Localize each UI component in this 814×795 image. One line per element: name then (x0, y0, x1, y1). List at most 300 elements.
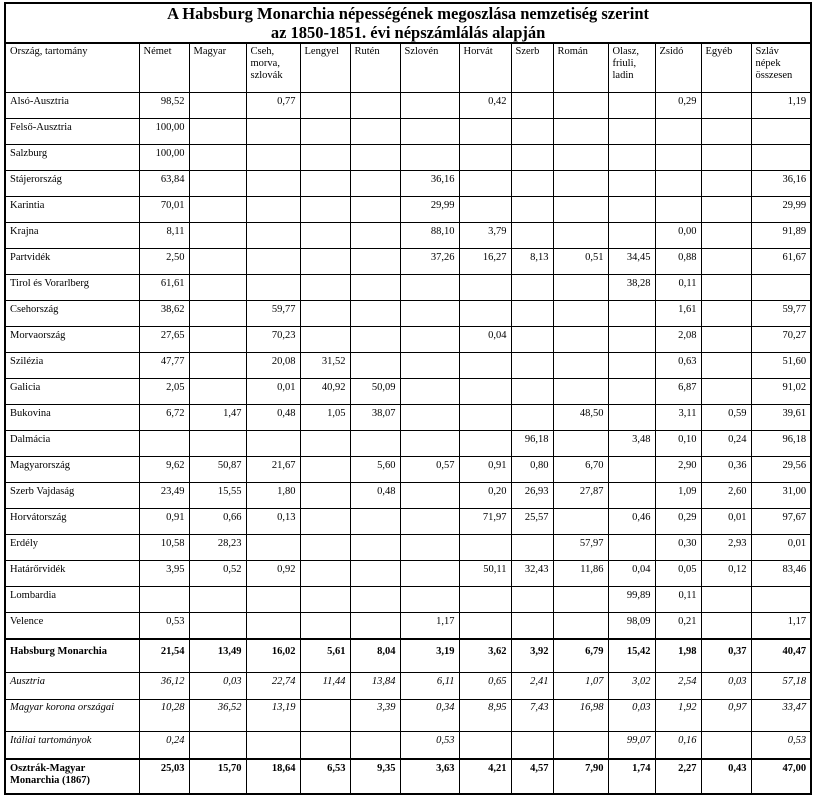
table-cell (751, 275, 811, 301)
table-cell (701, 301, 751, 327)
table-cell (246, 535, 300, 561)
table-cell (751, 119, 811, 145)
table-cell: 2,60 (701, 483, 751, 509)
table-cell: 91,02 (751, 379, 811, 405)
title-line-2: az 1850-1851. évi népszámlálás alapján (270, 23, 546, 42)
table-cell: 3,39 (350, 700, 400, 732)
table-cell (350, 301, 400, 327)
table-cell (300, 431, 350, 457)
table-cell (608, 119, 655, 145)
row-label: Karintia (5, 197, 139, 223)
table-cell: 0,88 (655, 249, 701, 275)
table-cell (701, 732, 751, 760)
table-cell (553, 171, 608, 197)
table-cell (246, 119, 300, 145)
table-cell: 0,53 (400, 732, 459, 760)
table-cell: 3,02 (608, 673, 655, 700)
table-row (5, 457, 811, 483)
table-cell (459, 275, 511, 301)
table-row (5, 700, 811, 732)
row-label: Salzburg (5, 145, 139, 171)
table-cell (350, 535, 400, 561)
table-cell: 29,99 (400, 197, 459, 223)
table-cell (701, 379, 751, 405)
row-label: Morvaország (5, 327, 139, 353)
table-cell (300, 249, 350, 275)
table-cell: 88,10 (400, 223, 459, 249)
table-row (5, 327, 811, 353)
table-cell: 0,13 (246, 509, 300, 535)
table-cell: 0,53 (139, 613, 189, 640)
table-cell (608, 301, 655, 327)
table-cell: 0,91 (139, 509, 189, 535)
table-cell: 3,48 (608, 431, 655, 457)
table-cell (189, 431, 246, 457)
table-cell (608, 171, 655, 197)
table-cell (459, 613, 511, 640)
table-cell (300, 171, 350, 197)
table-cell: 5,60 (350, 457, 400, 483)
table-cell: 50,87 (189, 457, 246, 483)
table-cell: 0,05 (655, 561, 701, 587)
table-cell (400, 405, 459, 431)
table-cell (300, 197, 350, 223)
nationality-table (4, 2, 812, 795)
table-cell: 31,52 (300, 353, 350, 379)
table-cell (246, 223, 300, 249)
table-cell (189, 249, 246, 275)
table-cell: 57,18 (751, 673, 811, 700)
table-cell (300, 700, 350, 732)
column-header: Ország, tartomány (5, 43, 139, 93)
table-cell: 3,63 (400, 759, 459, 794)
table-cell: 91,89 (751, 223, 811, 249)
table-cell: 8,11 (139, 223, 189, 249)
row-label: Alsó-Ausztria (5, 93, 139, 119)
table-cell (459, 301, 511, 327)
table-cell (511, 301, 553, 327)
column-header: Rutén (350, 43, 400, 93)
row-label: Felső-Ausztria (5, 119, 139, 145)
table-cell (350, 93, 400, 119)
table-cell (655, 197, 701, 223)
table-cell: 1,09 (655, 483, 701, 509)
table-cell: 16,02 (246, 639, 300, 673)
table-row (5, 431, 811, 457)
table-cell: 1,61 (655, 301, 701, 327)
table-cell: 70,27 (751, 327, 811, 353)
table-cell (350, 353, 400, 379)
row-label: Galicia (5, 379, 139, 405)
table-cell: 0,11 (655, 587, 701, 613)
table-cell (511, 223, 553, 249)
table-cell (553, 431, 608, 457)
table-cell: 1,05 (300, 405, 350, 431)
table-cell (350, 145, 400, 171)
table-cell: 2,54 (655, 673, 701, 700)
title-row (5, 3, 811, 43)
table-cell (189, 197, 246, 223)
table-cell (553, 613, 608, 640)
table-cell (350, 587, 400, 613)
table-cell: 15,70 (189, 759, 246, 794)
table-cell: 8,04 (350, 639, 400, 673)
table-cell (553, 587, 608, 613)
table-cell: 40,47 (751, 639, 811, 673)
table-cell: 0,10 (655, 431, 701, 457)
table-cell (511, 197, 553, 223)
table-cell: 0,11 (655, 275, 701, 301)
table-cell: 0,92 (246, 561, 300, 587)
table-cell (511, 732, 553, 760)
table-cell (300, 275, 350, 301)
table-cell: 6,53 (300, 759, 350, 794)
table-cell: 21,67 (246, 457, 300, 483)
column-header: Horvát (459, 43, 511, 93)
table-cell (655, 171, 701, 197)
table-cell: 100,00 (139, 145, 189, 171)
table-cell: 99,07 (608, 732, 655, 760)
table-cell (350, 119, 400, 145)
table-title (5, 3, 811, 43)
table-cell: 0,51 (553, 249, 608, 275)
table-cell: 21,54 (139, 639, 189, 673)
table-cell (350, 509, 400, 535)
table-cell: 0,46 (608, 509, 655, 535)
table-cell: 0,03 (189, 673, 246, 700)
table-row (5, 639, 811, 673)
table-cell (608, 457, 655, 483)
table-cell (511, 613, 553, 640)
table-cell: 36,16 (751, 171, 811, 197)
table-cell: 0,43 (701, 759, 751, 794)
table-cell (189, 301, 246, 327)
table-cell: 0,04 (459, 327, 511, 353)
table-cell (701, 171, 751, 197)
table-cell (553, 145, 608, 171)
table-cell (511, 587, 553, 613)
table-cell: 3,62 (459, 639, 511, 673)
row-label: Stájerország (5, 171, 139, 197)
table-cell: 98,09 (608, 613, 655, 640)
table-cell (459, 353, 511, 379)
table-cell (189, 587, 246, 613)
table-cell (300, 509, 350, 535)
table-cell: 100,00 (139, 119, 189, 145)
table-cell: 0,80 (511, 457, 553, 483)
table-cell (459, 732, 511, 760)
row-label: Krajna (5, 223, 139, 249)
table-cell: 0,01 (246, 379, 300, 405)
row-label: Osztrák-Magyar Monarchia (1867) (5, 759, 139, 794)
table-cell: 0,20 (459, 483, 511, 509)
table-cell (400, 301, 459, 327)
row-label: Erdély (5, 535, 139, 561)
table-cell: 1,07 (553, 673, 608, 700)
row-label: Horvátország (5, 509, 139, 535)
table-cell: 0,36 (701, 457, 751, 483)
table-cell: 32,43 (511, 561, 553, 587)
column-header: Román (553, 43, 608, 93)
table-cell (189, 93, 246, 119)
table-cell: 1,19 (751, 93, 811, 119)
row-label: Ausztria (5, 673, 139, 700)
table-row (5, 483, 811, 509)
table-cell: 3,92 (511, 639, 553, 673)
table-cell: 11,44 (300, 673, 350, 700)
table-row (5, 509, 811, 535)
table-row (5, 93, 811, 119)
table-cell: 26,93 (511, 483, 553, 509)
table-cell: 4,57 (511, 759, 553, 794)
table-cell (553, 93, 608, 119)
table-cell (459, 145, 511, 171)
table-cell (300, 561, 350, 587)
table-cell (350, 327, 400, 353)
table-cell (553, 119, 608, 145)
column-header: Egyéb (701, 43, 751, 93)
table-cell: 0,03 (608, 700, 655, 732)
table-cell (139, 431, 189, 457)
table-cell: 1,74 (608, 759, 655, 794)
table-cell (246, 171, 300, 197)
table-cell (300, 613, 350, 640)
table-row (5, 587, 811, 613)
table-cell (553, 275, 608, 301)
table-cell (701, 327, 751, 353)
table-cell: 6,87 (655, 379, 701, 405)
table-cell: 0,01 (751, 535, 811, 561)
table-cell (300, 732, 350, 760)
table-cell: 29,99 (751, 197, 811, 223)
table-cell (189, 145, 246, 171)
table-cell (400, 93, 459, 119)
table-cell (459, 587, 511, 613)
table-row (5, 275, 811, 301)
table-cell: 2,05 (139, 379, 189, 405)
table-cell: 36,12 (139, 673, 189, 700)
table-cell (701, 353, 751, 379)
table-cell: 0,48 (350, 483, 400, 509)
table-cell: 2,50 (139, 249, 189, 275)
table-cell: 36,52 (189, 700, 246, 732)
table-cell (189, 379, 246, 405)
table-cell: 16,98 (553, 700, 608, 732)
row-label: Velence (5, 613, 139, 640)
table-cell (511, 353, 553, 379)
table-cell: 38,62 (139, 301, 189, 327)
table-cell (400, 561, 459, 587)
table-cell (246, 732, 300, 760)
table-cell (189, 613, 246, 640)
row-label: Szerb Vajdaság (5, 483, 139, 509)
document (4, 2, 810, 795)
table-cell (350, 732, 400, 760)
table-cell (608, 353, 655, 379)
table-cell: 1,98 (655, 639, 701, 673)
table-cell (459, 535, 511, 561)
table-cell: 83,46 (751, 561, 811, 587)
table-row (5, 759, 811, 794)
table-cell: 27,87 (553, 483, 608, 509)
table-cell: 0,53 (751, 732, 811, 760)
table-cell (246, 275, 300, 301)
table-cell: 2,93 (701, 535, 751, 561)
table-cell (701, 119, 751, 145)
table-cell (189, 327, 246, 353)
table-cell (608, 145, 655, 171)
table-cell: 15,55 (189, 483, 246, 509)
table-cell (459, 379, 511, 405)
table-cell: 10,28 (139, 700, 189, 732)
table-cell: 0,16 (655, 732, 701, 760)
table-cell: 22,74 (246, 673, 300, 700)
table-cell: 4,21 (459, 759, 511, 794)
table-cell (459, 405, 511, 431)
table-row (5, 535, 811, 561)
table-cell: 28,23 (189, 535, 246, 561)
column-header: Lengyel (300, 43, 350, 93)
table-cell: 0,57 (400, 457, 459, 483)
row-label: Habsburg Monarchia (5, 639, 139, 673)
column-header: Cseh, morva, szlovák (246, 43, 300, 93)
table-row (5, 379, 811, 405)
table-cell: 20,08 (246, 353, 300, 379)
table-cell: 0,52 (189, 561, 246, 587)
table-cell (300, 223, 350, 249)
column-header: Olasz, friuli, ladin (608, 43, 655, 93)
table-cell: 0,04 (608, 561, 655, 587)
table-cell: 6,79 (553, 639, 608, 673)
table-cell: 0,42 (459, 93, 511, 119)
table-cell: 47,77 (139, 353, 189, 379)
table-cell: 0,37 (701, 639, 751, 673)
table-cell: 1,80 (246, 483, 300, 509)
column-header: Magyar (189, 43, 246, 93)
column-header: Zsidó (655, 43, 701, 93)
table-cell: 48,50 (553, 405, 608, 431)
table-cell (300, 93, 350, 119)
table-cell (553, 223, 608, 249)
table-cell (350, 223, 400, 249)
column-header: Szlovén (400, 43, 459, 93)
table-cell: 1,17 (751, 613, 811, 640)
table-cell (511, 275, 553, 301)
table-cell: 1,92 (655, 700, 701, 732)
table-cell (246, 613, 300, 640)
table-cell: 16,27 (459, 249, 511, 275)
table-cell (511, 171, 553, 197)
table-cell: 23,49 (139, 483, 189, 509)
table-cell (400, 379, 459, 405)
table-row (5, 223, 811, 249)
table-cell (608, 223, 655, 249)
table-cell: 0,34 (400, 700, 459, 732)
table-cell: 0,24 (701, 431, 751, 457)
table-cell (400, 587, 459, 613)
table-cell (300, 119, 350, 145)
table-cell: 6,70 (553, 457, 608, 483)
table-cell: 51,60 (751, 353, 811, 379)
row-label: Határőrvidék (5, 561, 139, 587)
table-cell (608, 93, 655, 119)
table-cell (553, 509, 608, 535)
table-cell: 27,65 (139, 327, 189, 353)
table-cell (459, 119, 511, 145)
table-cell: 59,77 (246, 301, 300, 327)
table-cell: 33,47 (751, 700, 811, 732)
table-row (5, 613, 811, 640)
table-row (5, 301, 811, 327)
table-cell (701, 613, 751, 640)
table-cell: 8,13 (511, 249, 553, 275)
table-cell (459, 197, 511, 223)
table-cell (400, 535, 459, 561)
table-cell: 0,48 (246, 405, 300, 431)
table-cell (350, 431, 400, 457)
table-cell: 40,92 (300, 379, 350, 405)
table-cell (246, 145, 300, 171)
table-cell (350, 561, 400, 587)
table-cell: 9,35 (350, 759, 400, 794)
table-cell: 29,56 (751, 457, 811, 483)
table-cell: 38,07 (350, 405, 400, 431)
table-cell: 0,91 (459, 457, 511, 483)
row-label: Magyarország (5, 457, 139, 483)
table-cell (511, 379, 553, 405)
table-cell (701, 275, 751, 301)
table-cell: 0,21 (655, 613, 701, 640)
row-label: Dalmácia (5, 431, 139, 457)
table-cell (511, 327, 553, 353)
row-label: Magyar korona országai (5, 700, 139, 732)
row-label: Lombardia (5, 587, 139, 613)
column-header: Német (139, 43, 189, 93)
table-cell: 0,12 (701, 561, 751, 587)
table-cell (400, 145, 459, 171)
table-cell (459, 171, 511, 197)
table-cell (189, 353, 246, 379)
table-cell: 8,95 (459, 700, 511, 732)
table-row (5, 197, 811, 223)
table-cell: 36,16 (400, 171, 459, 197)
table-cell (608, 483, 655, 509)
table-cell: 61,61 (139, 275, 189, 301)
table-cell (400, 119, 459, 145)
table-cell: 0,59 (701, 405, 751, 431)
table-cell: 0,24 (139, 732, 189, 760)
table-cell (350, 275, 400, 301)
table-cell: 10,58 (139, 535, 189, 561)
table-cell (300, 587, 350, 613)
table-cell: 3,79 (459, 223, 511, 249)
table-cell (553, 327, 608, 353)
table-cell: 2,27 (655, 759, 701, 794)
table-cell: 2,41 (511, 673, 553, 700)
table-cell: 25,57 (511, 509, 553, 535)
table-cell (246, 431, 300, 457)
table-cell: 0,00 (655, 223, 701, 249)
table-cell: 0,63 (655, 353, 701, 379)
table-cell: 13,84 (350, 673, 400, 700)
table-cell: 37,26 (400, 249, 459, 275)
table-cell (300, 301, 350, 327)
header-row (5, 43, 811, 93)
table-cell: 0,29 (655, 509, 701, 535)
table-cell: 99,89 (608, 587, 655, 613)
table-cell (701, 145, 751, 171)
table-cell: 6,72 (139, 405, 189, 431)
